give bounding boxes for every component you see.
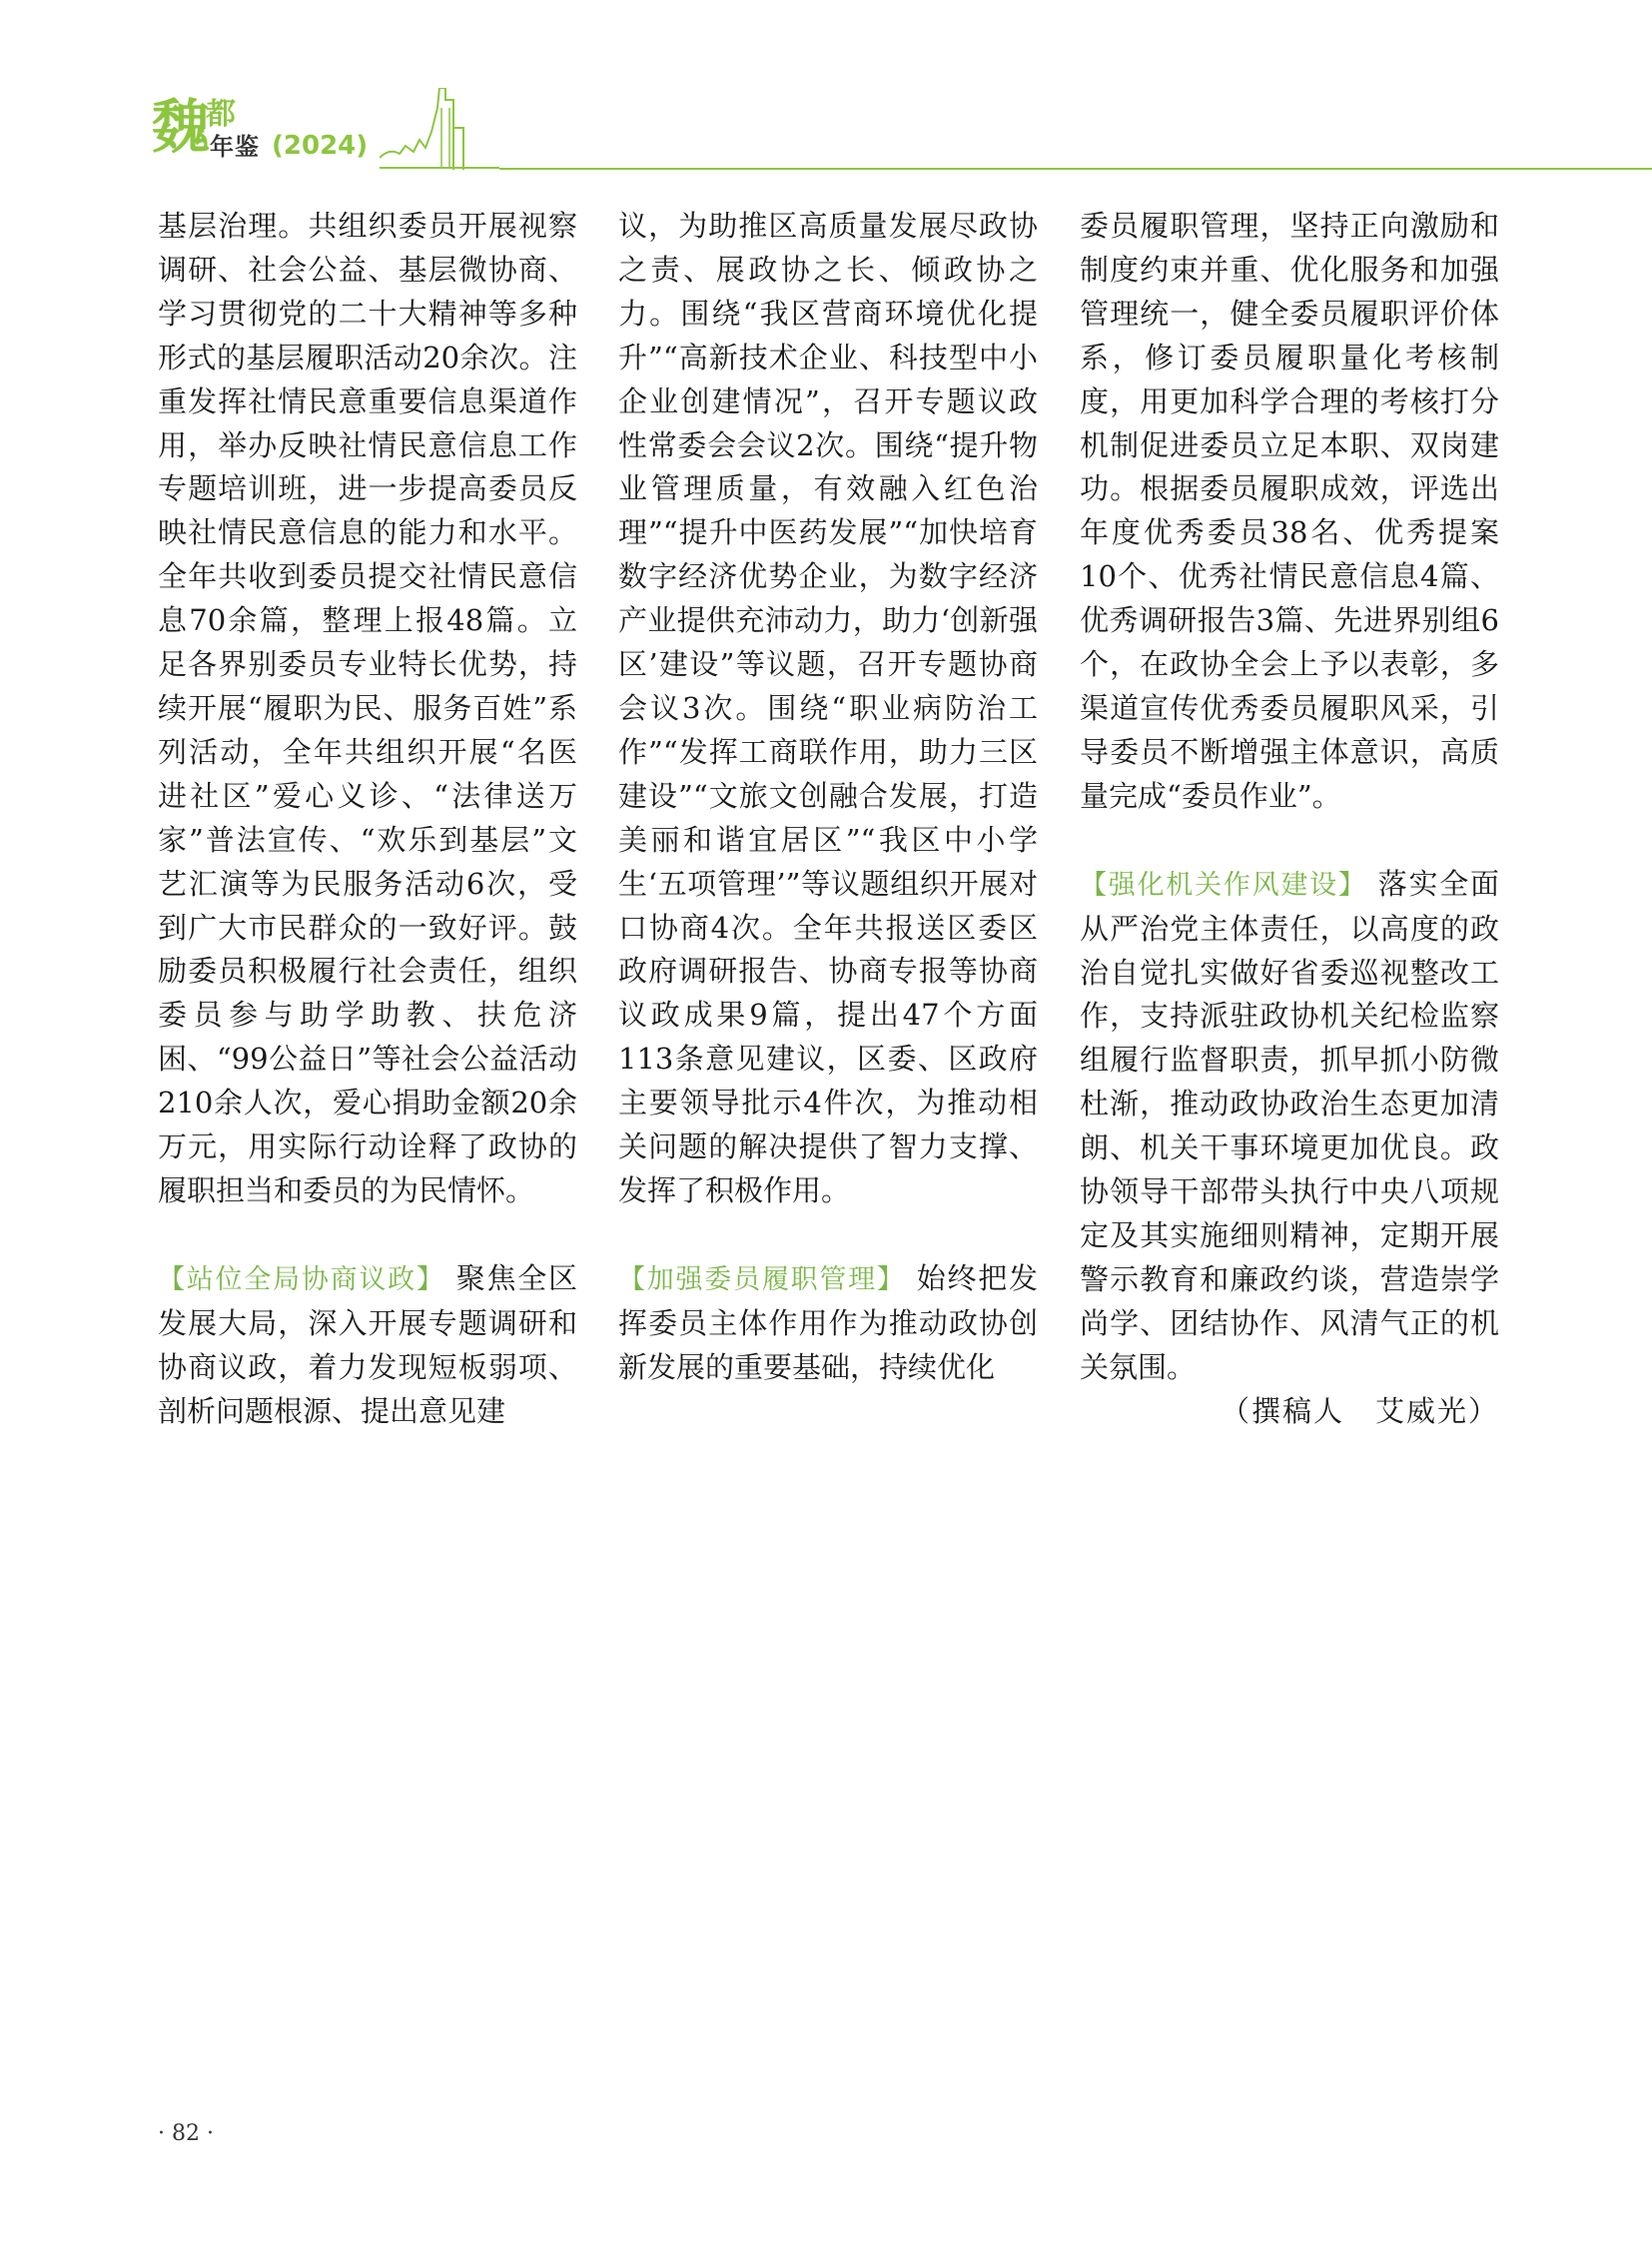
- section-heading: 【站位全局协商议政】: [158, 1263, 445, 1295]
- paragraph-body: 聚焦全区发展大局，深入开展专题调研和协商议政，着力发现短板弱项、剖析问题根源、提出意见建: [158, 1260, 578, 1428]
- paragraph-body: 落实全面从严治党主体责任，以高度的政治自觉扎实做好省委巡视整改工作，支持派驻政协机关纪检监察组履行监督职责，抓早抓小防微杜渐，推动政协政治生态更加清朗、机关干事环境更加优良。政协领导干部带头执行中央八项规定及其实施细则精神，定期开展警示教育和廉政约谈，营造崇学尚学、团结协作、风清气正的机关氛围。: [1080, 866, 1500, 1384]
- page-number: · 82 ·: [158, 2121, 214, 2146]
- skyline-icon: [380, 88, 499, 170]
- paragraph: [158, 1257, 577, 1434]
- section-heading: 【加强委员履职管理】: [618, 1263, 906, 1295]
- paragraph: 基层治理。共组织委员开展视察调研、社会公益、基层微协商、学习贯彻党的二十大精神等多种形式的基层履职活动20余次。注重发挥社情民意重要信息渠道作用，举办反映社情民意信息工作专题培训班，进一步提高委员反映社情民意信息的能力和水平。全年共收到委员提交社情民意信息70余篇，整理上报48篇。立足各界别委员专业特长优势，持续开展“履职为民、服务百姓”系列活动，全年共组织开展“名医进社区”爱心义诊、“法律送万家”普法宣传、“欢乐到基层”文艺汇演等为民服务活动6次，受到广大市民群众的一致好评。鼓励委员积极履行社会责任，组织委员参与助学助教、扶危济困、“99公益日”等社会公益活动210余人次，爱心捐助金额20余万元，用实际行动诠释了政协的履职担当和委员的为民情怀。: [158, 209, 577, 1207]
- section-heading: 【强化机关作风建设】: [1080, 869, 1367, 901]
- paragraph: [1080, 863, 1499, 1390]
- text-column-3: [1080, 205, 1499, 1433]
- page-header: [0, 0, 1652, 180]
- logo-main-char: 魏: [152, 93, 211, 161]
- logo-sub-char: 都: [206, 97, 236, 132]
- yearbook-title: 年鉴: [210, 133, 260, 161]
- paragraph-body: 始终把发挥委员主体作用作为推动政协创新发展的重要基础，持续优化: [618, 1260, 1039, 1384]
- paragraph: 议，为助推区高质量发展尽政协之责、展政协之长、倾政协之力。围绕“我区营商环境优化提升”“高新技术企业、科技型中小企业创建情况”，召开专题议政性常委会会议2次。围绕“提升物业管理质量，有效融入红色治理”“提升中医药发展”“加快培育数字经济优势企业，为数字经济产业提供充沛动力，助力‘创新强区’建设”等议题，召开专题协商会议3次。围绕“职业病防治工作”“发挥工商联作用，助力三区建设”“文旅文创融合发展，打造美丽和谐宜居区”“我区中小学生‘五项管理’”等议题组织开展对口协商4次。全年共报送区委区政府调研报告、协商专报等协商议政成果9篇，提出47个方面113条意见建议，区委、区政府主要领导批示4件次，为推动相关问题的解决提供了智力支撑、发挥了积极作用。: [618, 209, 1038, 1207]
- paragraph: [618, 1257, 1038, 1390]
- header-rule: [499, 168, 1652, 170]
- yearbook-year: (2024): [272, 131, 369, 161]
- paragraph: 委员履职管理，坚持正向激励和制度约束并重、优化服务和加强管理统一，健全委员履职评价体系，修订委员履职量化考核制度，用更加科学合理的考核打分机制促进委员立足本职、双岗建功。根据委员履职成效，评选出年度优秀委员38名、优秀提案10个、优秀社情民意信息4篇、优秀调研报告3篇、先进界别组6个，在政协全会上予以表彰，多渠道宣传优秀委员履职风采，引导委员不断增强主体意识，高质量完成“委员作业”。: [1080, 209, 1499, 813]
- author-credit: （撰稿人 艾威光）: [1220, 1393, 1499, 1428]
- text-column-1: [158, 205, 577, 1433]
- text-column-2: [618, 205, 1038, 1390]
